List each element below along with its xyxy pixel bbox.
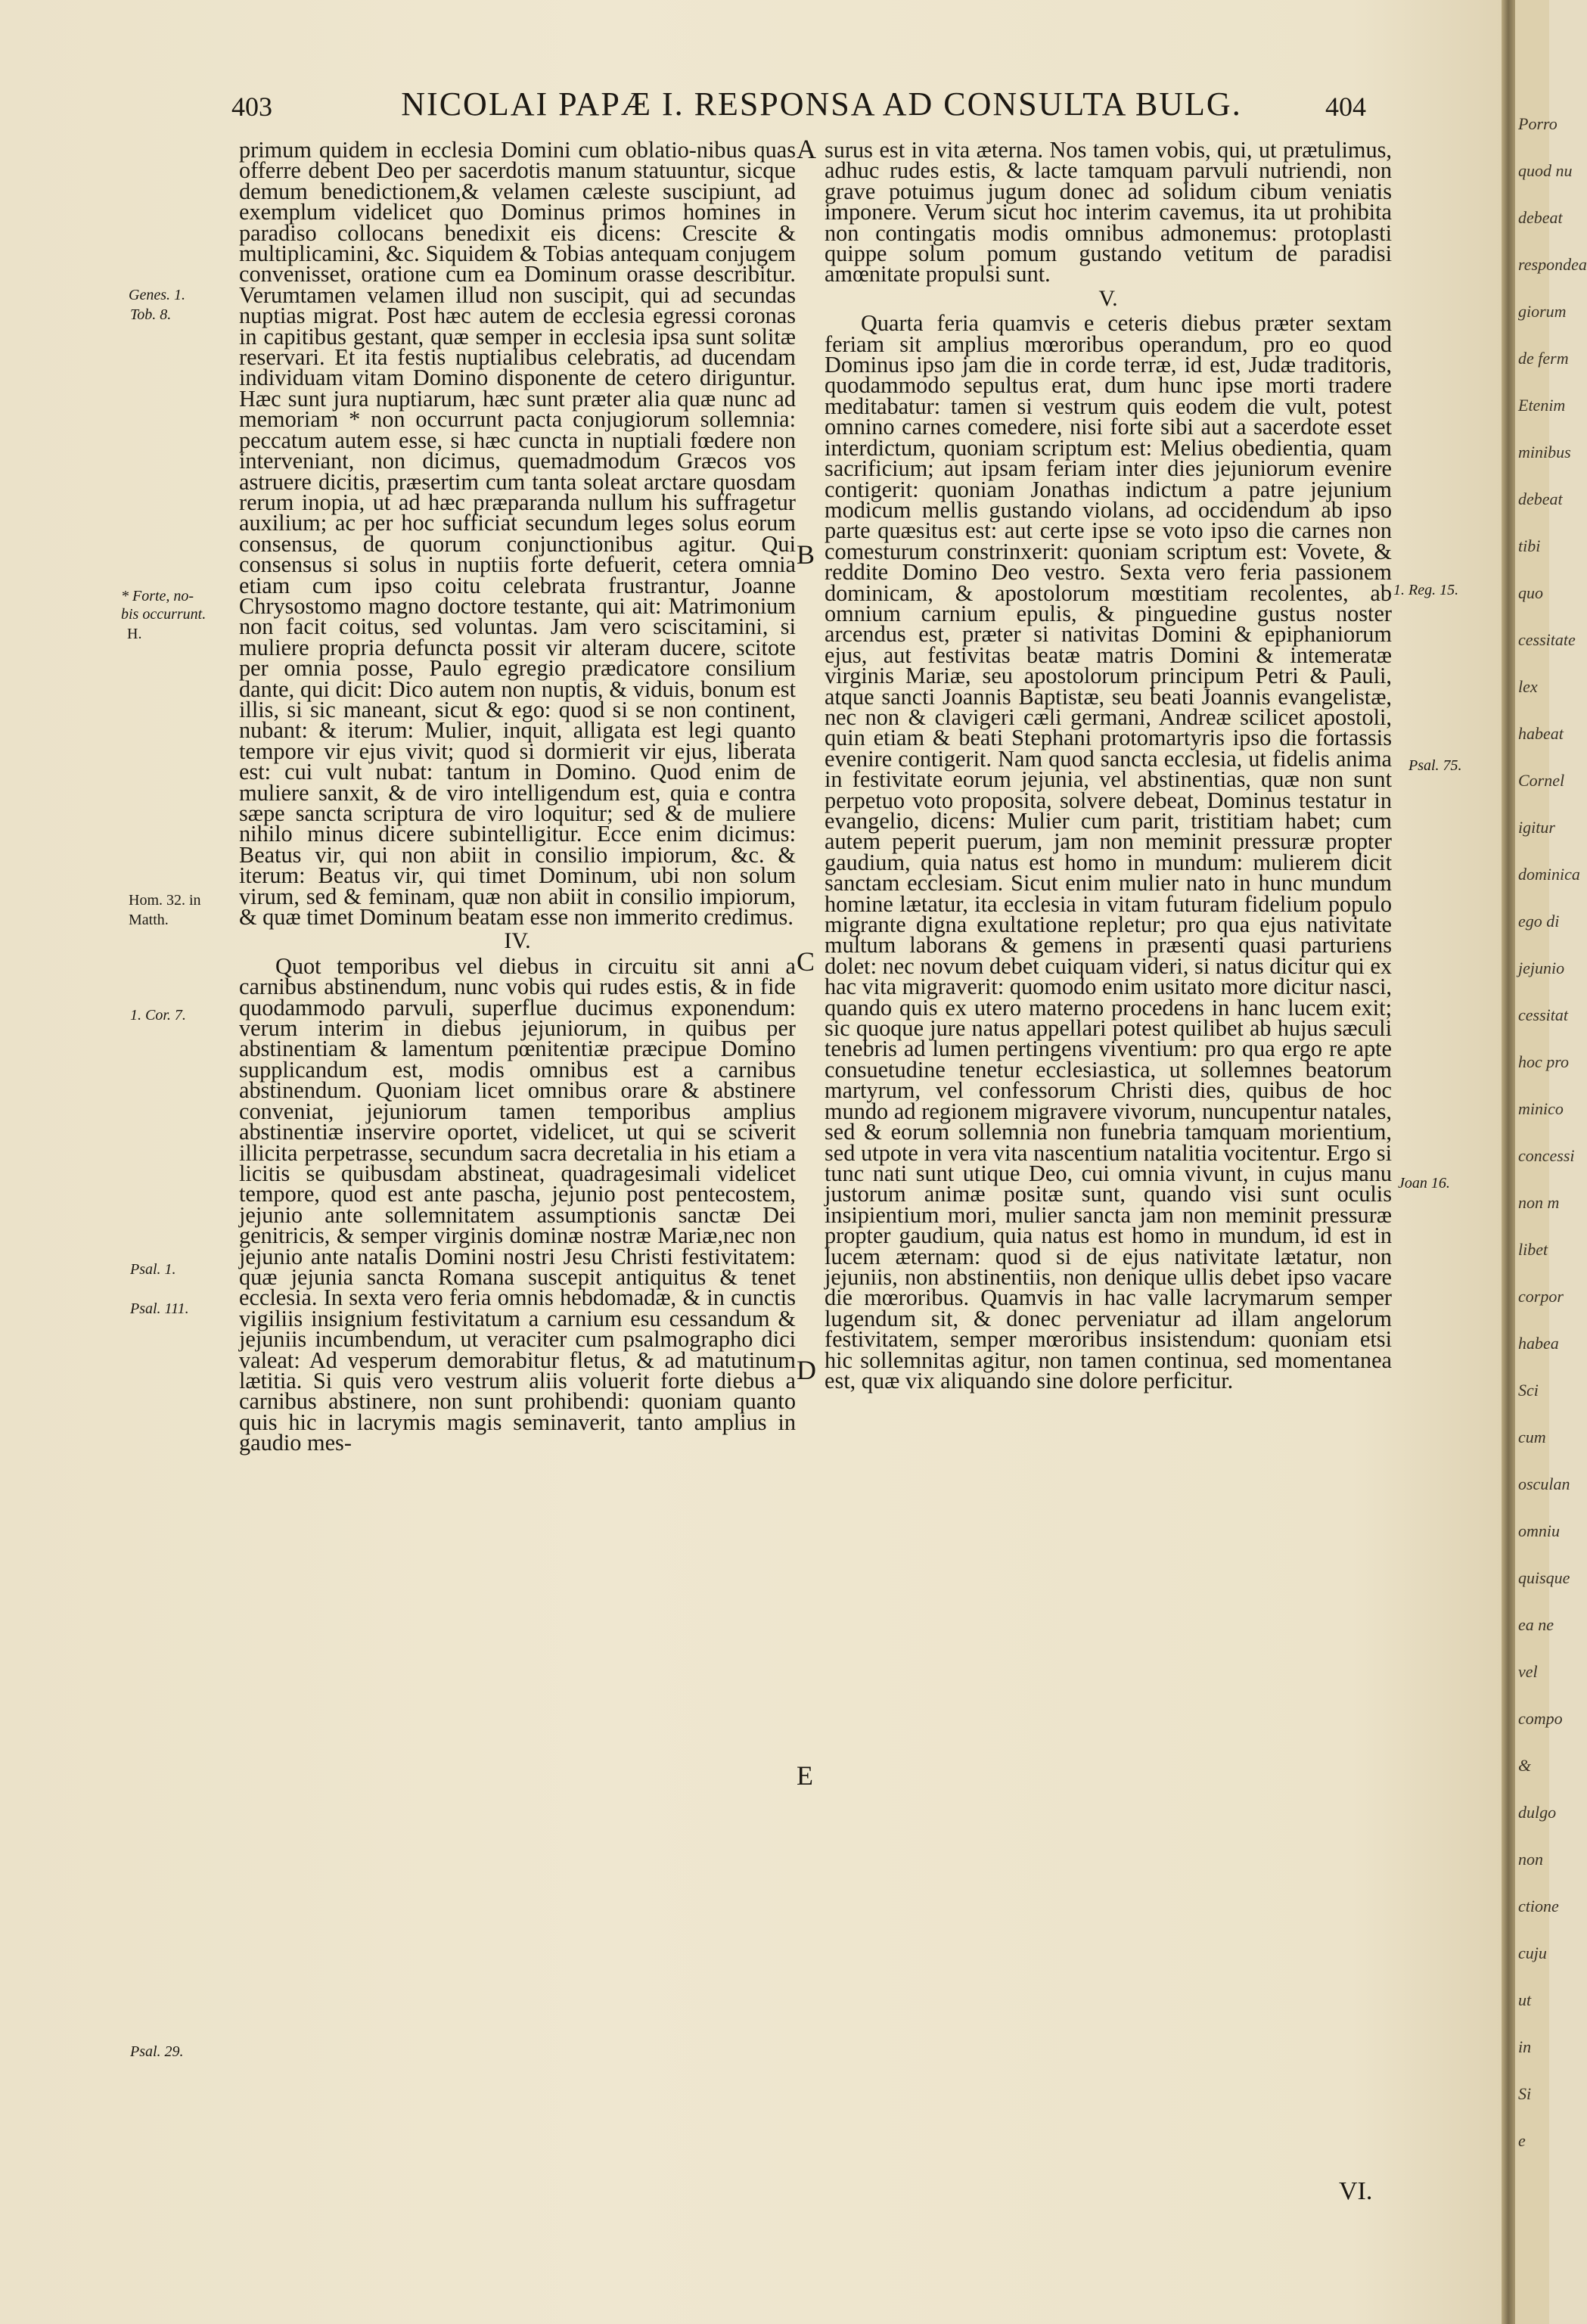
next-page-fragment: Porro bbox=[1518, 114, 1557, 133]
next-page-fragment: dulgo bbox=[1518, 1803, 1557, 1822]
next-page-fragment: quo bbox=[1518, 583, 1543, 602]
next-page-fragment: osculan bbox=[1518, 1474, 1570, 1493]
next-page-fragment: dominica bbox=[1518, 865, 1580, 884]
next-page-fragment: debeat bbox=[1518, 208, 1563, 227]
margin-note-joan16: Joan 16. bbox=[1398, 1175, 1450, 1192]
section-letter-e: E bbox=[797, 1760, 813, 1791]
next-page-fragment: corpor bbox=[1518, 1287, 1564, 1306]
margin-note-tobias: Tob. 8. bbox=[130, 306, 172, 323]
next-page-fragment: e bbox=[1518, 2131, 1526, 2150]
next-page-fragment: debeat bbox=[1518, 489, 1563, 508]
next-page-fragment: ut bbox=[1518, 1990, 1532, 2009]
margin-note-psal75: Psal. 75. bbox=[1408, 757, 1462, 774]
right-paragraph-1: surus est in vita æterna. Nos tamen vobis, qui, ut prætulimus, adhuc rudes estis, & lacte tamquam parvuli nutriendi, non grave potuimus jugum donec ad solidum cibum veniatis imponere. Verum sicut hoc interim cavemus, ita ut prohibita non contingatis modis omnibus admonemus: protoplasti quippe solum pomum gustando vetitum de paradisi amœnitate propulsi sunt. bbox=[825, 137, 1392, 287]
left-paragraph-1: primum quidem in ecclesia Domini cum oblatio-nibus quas offerre debent Deo per sacerdotis manum statuuntur, sicque demum benedictionem,& velamen cæleste suscipiunt, ad exemplum videlicet quo Dominus primos homines in paradiso collocans benedixit eis dicens: Crescite & multiplicamini, &c. Siquidem & Tobias antequam conjugem convenisset, oratione cum ea Dominum orasse describitur. Verumtamen velamen illud non suscipit, qui ad secundas nuptias migrat. Post hæc autem de ecclesia egressi coronas in capitibus gestant, quæ semper in ecclesia ipsa sunt solitæ reservari. Et ita festis nuptialibus celebratis, ad ducendam individuam vitam Domino disponente de cetero diriguntur. Hæc sunt jura nuptiarum, hæc sunt præter alia quæ nunc ad memoriam * non occurrunt pacta conjugiorum sollemnia: peccatum autem esse, si hæc cuncta in nuptiali fœdere non interveniant, non dicimus, quemadmodum Græcos vos astruere dicitis, præsertim cum tanta soleat arctare quosdam rerum inopia, ut ad hæc præparanda nullum his suffragetur auxilium; ac per hoc sufficiat secundum leges solus eorum consensus, de quorum conjunctionibus agitur. Qui consensus si solus in nuptiis forte defuerit, cetera omnia etiam cum ipso coitu celebrata frustrantur, Joanne Chrysostomo magno doctore testante, qui ait: Matrimonium non facit coitus, sed voluntas. Jam vero sciscitamini, si muliere propria defuncta possit vir alteram ducere, scitote per omnia posse, Paulo egregio prædicatore consilium dante, qui dicit: Dico autem non nuptis, & viduis, bonum est illis, si sic maneant, sicut & ego: quod si se non continent, nubant: & iterum: Mulier, inquit, alligata est legi quanto tempore vir ejus vivit; quod si dormierit vir ejus, liberata est: cui vult nubat: tantum in Domino. Quod enim de muliere sanxit, & de viro intelligendum est, quia e contra sæpe sancta scriptura de viro loquitur; sed & de muliere nihilo minus dicere subintelligitur. Ecce enim dicimus: Beatus vir, qui non abiit in consilio impiorum, &c. & iterum: Beatus vir, qui timet Dominum, ubi non solum virum, sed & feminam, quæ non abiit in consilio impiorum, & quæ timet Dominum beatam esse non immerito credimus. bbox=[239, 137, 796, 931]
next-page-fragment: ctione bbox=[1518, 1897, 1559, 1915]
section-heading-iv: IV. bbox=[504, 928, 531, 954]
next-page-fragment: ea ne bbox=[1518, 1615, 1554, 1634]
next-page-fragment: jejunio bbox=[1518, 958, 1565, 977]
next-page-fragment: concessi bbox=[1518, 1146, 1575, 1165]
margin-note-psal29: Psal. 29. bbox=[130, 2043, 184, 2060]
right-column bbox=[825, 137, 1392, 1393]
margin-note-genesis: Genes. 1. bbox=[129, 287, 185, 303]
section-letter-d: D bbox=[797, 1355, 816, 1385]
margin-note-psal1: Psal. 1. bbox=[130, 1261, 176, 1278]
next-page-fragment: cum bbox=[1518, 1428, 1546, 1446]
next-page-fragment: minibus bbox=[1518, 443, 1571, 461]
next-page-fragment: cessitat bbox=[1518, 1005, 1568, 1024]
next-page-fragment: respondea bbox=[1518, 255, 1587, 274]
running-title: NICOLAI PAPÆ I. RESPONSA AD CONSULTA BULG. bbox=[401, 85, 1242, 123]
next-page-fragment: minico bbox=[1518, 1099, 1564, 1118]
next-page-fragment: igitur bbox=[1518, 818, 1555, 837]
next-page-fragment: Etenim bbox=[1518, 396, 1566, 415]
next-page-fragment: cessitate bbox=[1518, 630, 1576, 649]
next-page-fragment: omniu bbox=[1518, 1521, 1560, 1540]
book-gutter bbox=[1502, 0, 1515, 2324]
next-page-fragment: tibi bbox=[1518, 536, 1541, 555]
page-number-right: 404 bbox=[1325, 92, 1366, 122]
next-page-fragment: cuju bbox=[1518, 1943, 1547, 1962]
left-column bbox=[239, 137, 796, 1456]
next-page-fragment: compo bbox=[1518, 1709, 1563, 1728]
margin-note-h: H. bbox=[127, 626, 142, 642]
margin-note-1cor: 1. Cor. 7. bbox=[130, 1007, 186, 1024]
left-paragraph-2: Quot temporibus vel diebus in circuitu sit anni a carnibus abstinendum, nunc vobis qui rudes estis, & in fide quodammodo parvuli, superflue ducimus exponendum: verum interim in diebus jejuniorum, in quibus per abstinentiam & lamentum pœnitentiæ præcipue Domino supplicandum est, modis omnibus est a carnibus abstinendum. Quoniam licet omnibus orare & abstinere conveniat, jejuniorum tamen temporibus amplius abstinentiæ inservire oportet, videlicet, ut qui se sciverit illicita perpetrasse, secundum sacra decretalia in his etiam a licitis se quibusdam abstineat, quadragesimali videlicet tempore, quod est ante pascha, jejunio post pentecostem, jejunio ante sollemnitatem assumptionis sanctæ Dei genitricis, & semper virginis dominæ nostræ Mariæ,nec non jejunio ante natalis Domini nostri Jesu Christi festivitatem: quæ jejunia sancta Romana suscepit antiquitus & tenet ecclesia. In sexta vero feria omnis hebdomadæ, & in cunctis vigiliis insignium festivitatum a carnium esu cessandum & jejuniis incumbendum, ut veraciter cum psalmographo dici valeat: Ad vesperum demorabitur fletus, & ad matutinum lætitia. Si quis vero vestrum aliis voluerit forte diebus a carnibus abstinere, non sunt prohibendi: quoniam quanto quis hic in lacrymis magis seminaverit, tanto amplius in gaudio mes- bbox=[239, 952, 796, 1456]
next-page-fragment: habeat bbox=[1518, 724, 1564, 743]
next-page-fragment: Si bbox=[1518, 2084, 1532, 2103]
next-page-fragment: in bbox=[1518, 2037, 1532, 2056]
next-page-fragment: quisque bbox=[1518, 1568, 1570, 1587]
next-page-fragment: & bbox=[1518, 1756, 1532, 1775]
next-page-fragment: Sci bbox=[1518, 1381, 1539, 1400]
margin-note-1reg: 1. Reg. 15. bbox=[1393, 582, 1459, 598]
section-letter-b: B bbox=[797, 539, 815, 570]
next-page-fragment: non m bbox=[1518, 1193, 1560, 1212]
next-page-edge bbox=[1515, 0, 1587, 2324]
section-letter-a: A bbox=[797, 134, 816, 164]
page-number-left: 403 bbox=[231, 92, 272, 122]
next-page-fragment: libet bbox=[1518, 1240, 1548, 1259]
margin-note-matth: Matth. bbox=[129, 912, 169, 928]
next-page-fragment: habea bbox=[1518, 1334, 1559, 1353]
next-page-fragment: de ferm bbox=[1518, 349, 1569, 368]
next-page-fragment: vel bbox=[1518, 1662, 1538, 1681]
next-page-fragment: quod nu bbox=[1518, 161, 1573, 180]
margin-note-hom: Hom. 32. in bbox=[129, 892, 201, 909]
margin-note-occurrunt: bis occurrunt. bbox=[121, 606, 207, 623]
margin-note-forte: * Forte, no- bbox=[121, 588, 194, 604]
next-page-fragment: giorum bbox=[1518, 302, 1567, 321]
next-page-fragment: non bbox=[1518, 1850, 1543, 1869]
right-paragraph-2: Quarta feria quamvis e ceteris diebus præter sextam feriam sit amplius mœroribus operandum, pro eo quod Dominus ipso jam die in corde terræ, id est, Judæ traditoris, quodammodo sepultus erat, dum hunc ipse morti tradere meditabatur: tamen si vestrum quis eodem die vult, potest omnino carnes comedere, nisi forte sibi aut a sacerdote esset interdictum, quoniam scriptum est: Melius obedientia, quam sacrificium; aut ipsam feriam inter dies jejuniorum evenire contigerit: quoniam Jonathas indictum a patre jejunium modicum mellis gustando violans, ad occidendum ab ipso parte quæsitus est: aut certe ipse se voto ipso die carnes non comesturum constrinxerit: quoniam scriptum est: Vovete, & reddite Domino Deo vestro. Sexta vero feria passionem dominicam, & apostolorum mœstitiam recolentes, ab omnium carnium epulis, & pinguedine gustus noster arcendus est, præter si nativitas Domini & epiphaniorum ejus, aut festivitas beatæ matris Domini & intemeratæ virginis Mariæ, seu apostolorum principum Petri & Pauli, atque sancti Joannis Baptistæ, seu beati Joannis evangelistæ, nec non & clavigeri cæli germani, Andreæ scilicet apostoli, quin etiam & beati Stephani protomartyris ipso die fortassis evenire contigerit. Nam quod sancta ecclesia, ut fidelis anima in festivitate eorum jejunia, vel abstinentias, quæ non sunt perpetuo voto proposita, solvere debeat, Dominus testatur in evangelio, dicens: Mulier cum parit, tristitiam habet; cum autem peperit puerum, jam non meminit pressuræ propter gaudium, quia natus est homo in mundum: mulierem dicit sanctam ecclesiam. Sicut enim mulier nato in hunc mundum homine lætatur, ita ecclesia in vitam futuram fidelium populo migrante digna exultatione repletur; pro qua ejus nativitate multum laborans & gemens in præsenti quasi parturiens dolet: nec novum debet cuiquam videri, si natus dicitur qui ex hac vita migraverit: quomodo enim usitato more dicitur nasci, quando quis ex utero materno procedens in hanc lucem exit; sic quoque jure natus appellari potest quilibet ab hujus sæculi tenebris ad lumen pertingens viventium: pro qua ergo re apte consuetudine tenetur ecclesiastica, ut sollemnes beatorum martyrum, vel confessorum Christi dies, quibus de hoc mundo ad regionem migravere vivorum, nuncupentur natales, sed & eorum sollemnia non funebria tamquam morientium, sed utpote in vera vita nascentium natalitia vocitentur. Ergo si tunc nati sunt utique Deo, cui omnia vivunt, in cujus manu justorum animæ positæ sunt, quando visi sunt oculis insipientium mori, mulier sancta jam non meminit pressuræ propter gaudium, quia natus est homo in mundum, id est in lucem æternam: quod si de ejus nativitate lætatur, non jejuniis, non abstinentiis, non denique ullis debet ipso vacare die mœroribus. Quamvis in hac valle lacrymarum semper lugendum sit, & donec perveniatur ad illam angelorum festivitatem, semper mœroribus insistendum: quoniam etsi hic sollemnitas agitur, non tamen continua, sed momentanea est, quæ vix aliquando sine dolore perficitur. bbox=[825, 310, 1392, 1393]
next-page-fragment: lex bbox=[1518, 677, 1538, 696]
next-page-fragment: Cornel bbox=[1518, 771, 1565, 790]
next-page-fragment: ego di bbox=[1518, 912, 1560, 931]
section-heading-v: V. bbox=[1098, 285, 1118, 311]
next-page-fragment: hoc pro bbox=[1518, 1052, 1570, 1071]
section-letter-c: C bbox=[797, 946, 815, 977]
margin-note-psal111: Psal. 111. bbox=[130, 1300, 189, 1317]
catchword: VI. bbox=[1339, 2177, 1373, 2205]
